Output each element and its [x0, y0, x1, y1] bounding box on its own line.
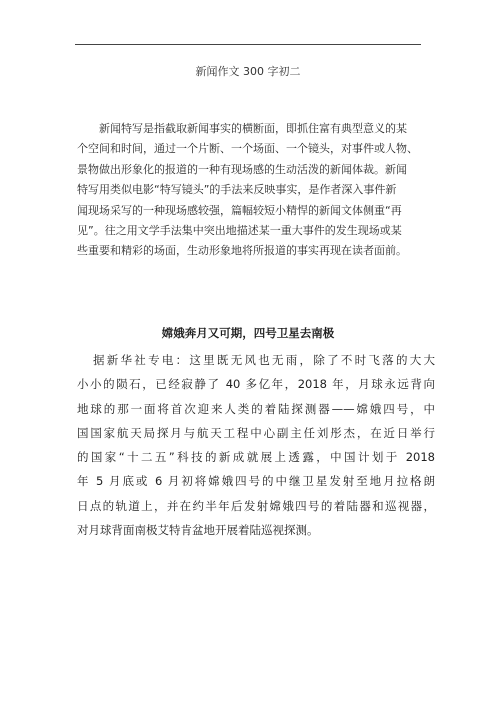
article-line: 对月球背面南极艾特肯盆地开展着陆巡视探测。	[77, 523, 319, 538]
intro-line: 景物做出形象化的报道的一种有现场感的生动活泼的新闻体裁。新闻	[77, 162, 407, 176]
article-line: 国国家航天局探月与航天工程中心副主任刘彤杰，在近日举行	[77, 425, 435, 440]
article-line: 日点的轨道上，并在约半年后发射嫦娥四号的着陆器和巡视器，	[77, 498, 435, 513]
header-rule	[75, 44, 421, 45]
intro-paragraph	[77, 119, 425, 262]
intro-line: 特写用类似电影“特写镜头”的手法来反映事实，是作者深入事件新	[77, 183, 397, 197]
article-line: 地球的那一面将首次迎来人类的着陆探测器——嫦娥四号，中	[77, 401, 435, 416]
intro-line: 见”。往之用文学手法集中突出地描述某一重大事件的发生现场或某	[77, 224, 402, 238]
article-line: 据新华社专电：这里既无风也无雨，除了不时飞落的大大	[93, 353, 435, 367]
document-title: 新闻作文 300 字初二	[195, 65, 301, 78]
article-title: 嫦娥奔月又可期，四号卫星去南极	[161, 326, 335, 340]
intro-line: 个空间和时间，通过一个片断、一个场面、一个镜头，对事件或人物、	[77, 142, 418, 156]
article-body	[77, 348, 435, 542]
article-line: 的国家“十二五”科技的新成就展上透露，中国计划于 2018	[77, 450, 435, 465]
article-line: 小小的陨石，已经寂静了 40 多亿年，2018 年，月球永远背向	[77, 377, 435, 392]
intro-line: 闻现场采写的一种现场感较强，篇幅较短小精悍的新闻文体侧重“再	[77, 203, 402, 217]
intro-line: 新闻特写是指截取新闻事实的横断面，即抓住富有典型意义的某	[99, 122, 407, 135]
intro-line: 些重要和精彩的场面，生动形象地将所报道的事实再现在读者面前。	[77, 244, 407, 258]
article-line: 年 5 月底或 6 月初将嫦娥四号的中继卫星发射至地月拉格朗	[77, 474, 435, 489]
